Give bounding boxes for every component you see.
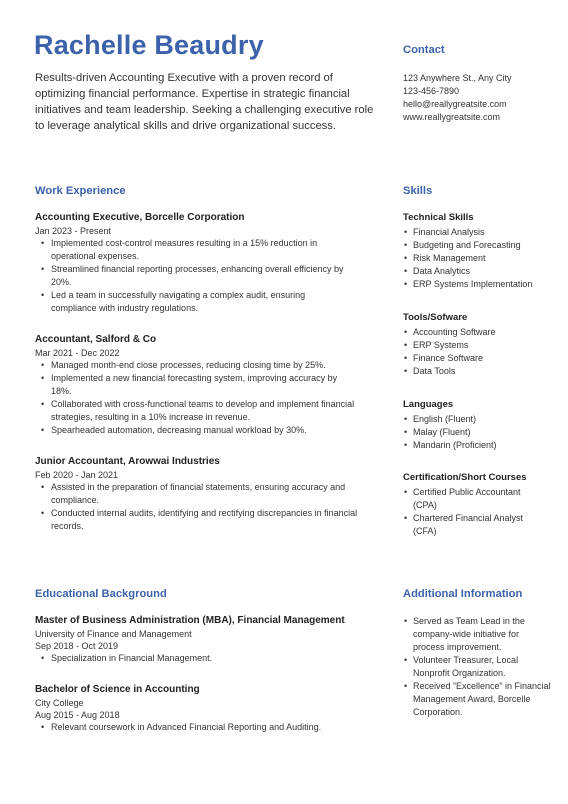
skill-group-title: Technical Skills: [403, 212, 474, 223]
job-bullets: [35, 237, 345, 315]
skill-group-title: Languages: [403, 399, 454, 410]
list-item: • Relevant coursework in Advanced Financial Reporting and Auditing.: [35, 721, 365, 734]
list-item: • ERP Systems: [403, 339, 553, 352]
skills-title: Skills: [403, 185, 433, 197]
contact-block: [403, 72, 512, 124]
job-dates: Jan 2023 - Present: [35, 226, 112, 236]
list-item: • Served as Team Lead in the company-wide initiative for process improvement.: [403, 615, 551, 654]
education-entry: [35, 684, 385, 734]
list-item: • Certified Public Accountant (CPA): [403, 486, 528, 512]
skill-group: [403, 472, 528, 538]
job-entry: [35, 334, 380, 437]
list-item: • Streamlined financial reporting processes, enhancing overall efficiency by 20%.: [35, 263, 345, 289]
skill-group: [403, 212, 553, 291]
education-bullets: [35, 652, 365, 665]
resume-name: Rachelle Beaudry: [34, 30, 264, 60]
work-experience-title: Work Experience: [35, 185, 126, 197]
school-name: University of Finance and Management: [35, 629, 192, 639]
list-item: • Collaborated with cross-functional teams to develop and implement financial strategies, resulting in a 10% increase in revenue.: [35, 398, 355, 424]
list-item: • Assisted in the preparation of financial statements, ensuring accuracy and compliance.: [35, 481, 365, 507]
list-item: • Conducted internal audits, identifying and rectifying discrepancies in financial records.: [35, 507, 365, 533]
skill-group-title: Certification/Short Courses: [403, 472, 527, 483]
skill-list: [403, 486, 528, 538]
job-bullets: [35, 481, 365, 533]
degree-title: Master of Business Administration (MBA), Financial Management: [35, 615, 345, 626]
list-item: • Data Tools: [403, 365, 553, 378]
list-item: • Finance Software: [403, 352, 553, 365]
skill-list: [403, 326, 553, 378]
contact-phone: 123-456-7890: [403, 86, 460, 96]
list-item: • Risk Management: [403, 252, 553, 265]
list-item: • Malay (Fluent): [403, 426, 553, 439]
list-item: • Received “Excellence” in Financial Management Award, Borcelle Corporation.: [403, 680, 551, 719]
education-bullets: [35, 721, 365, 734]
job-title: Junior Accountant, Arowwai Industries: [35, 456, 220, 467]
list-item: • Financial Analysis: [403, 226, 553, 239]
summary-paragraph: Results-driven Accounting Executive with a proven record of optimizing financial performance. Expertise in strategic financial initiatives and team leadership. Seeking a challenging executive role to leverage analytical skills and drive organizational success.: [35, 72, 374, 132]
education-entry: [35, 615, 385, 665]
education-dates: Aug 2015 - Aug 2018: [35, 710, 120, 720]
skill-group: [403, 399, 553, 452]
list-item: • Chartered Financial Analyst (CFA): [403, 512, 528, 538]
list-item: • Mandarin (Proficient): [403, 439, 553, 452]
list-item: • Accounting Software: [403, 326, 553, 339]
contact-title: Contact: [403, 44, 445, 56]
list-item: • Implemented a new financial forecasting system, improving accuracy by 18%.: [35, 372, 355, 398]
job-entry: [35, 212, 380, 315]
school-name: City College: [35, 698, 84, 708]
skill-list: [403, 413, 553, 452]
contact-address: 123 Anywhere St., Any City: [403, 73, 512, 83]
list-item: • Spearheaded automation, decreasing manual workload by 30%.: [35, 424, 355, 437]
list-item: • Budgeting and Forecasting: [403, 239, 553, 252]
skill-list: [403, 226, 553, 291]
job-entry: [35, 456, 380, 533]
list-item: • Managed month-end close processes, reducing closing time by 25%.: [35, 359, 355, 372]
skill-group: [403, 312, 553, 378]
job-title: Accountant, Salford & Co: [35, 334, 157, 345]
skill-group-title: Tools/Sofware: [403, 312, 468, 323]
list-item: • Specialization in Financial Management.: [35, 652, 365, 665]
education-title: Educational Background: [35, 588, 167, 600]
contact-email: hello@reallygreatsite.com: [403, 99, 507, 109]
list-item: • Data Analytics: [403, 265, 553, 278]
job-dates: Mar 2021 - Dec 2022: [35, 348, 120, 358]
education-dates: Sep 2018 - Oct 2019: [35, 641, 119, 651]
list-item: • English (Fluent): [403, 413, 553, 426]
job-bullets: [35, 359, 355, 437]
list-item: • Led a team in successfully navigating a complex audit, ensuring compliance with industry regulations.: [35, 289, 345, 315]
additional-info-block: [403, 615, 551, 719]
additional-info-title: Additional Information: [403, 588, 523, 600]
list-item: • Implemented cost-control measures resulting in a 15% reduction in operational expenses.: [35, 237, 345, 263]
job-dates: Feb 2020 - Jan 2021: [35, 470, 119, 480]
degree-title: Bachelor of Science in Accounting: [35, 684, 200, 695]
list-item: • Volunteer Treasurer, Local Nonprofit Organization.: [403, 654, 551, 680]
job-title: Accounting Executive, Borcelle Corporation: [35, 212, 245, 223]
list-item: • ERP Systems Implementation: [403, 278, 553, 291]
additional-info-list: [403, 615, 551, 719]
contact-website: www.reallygreatsite.com: [403, 112, 501, 122]
